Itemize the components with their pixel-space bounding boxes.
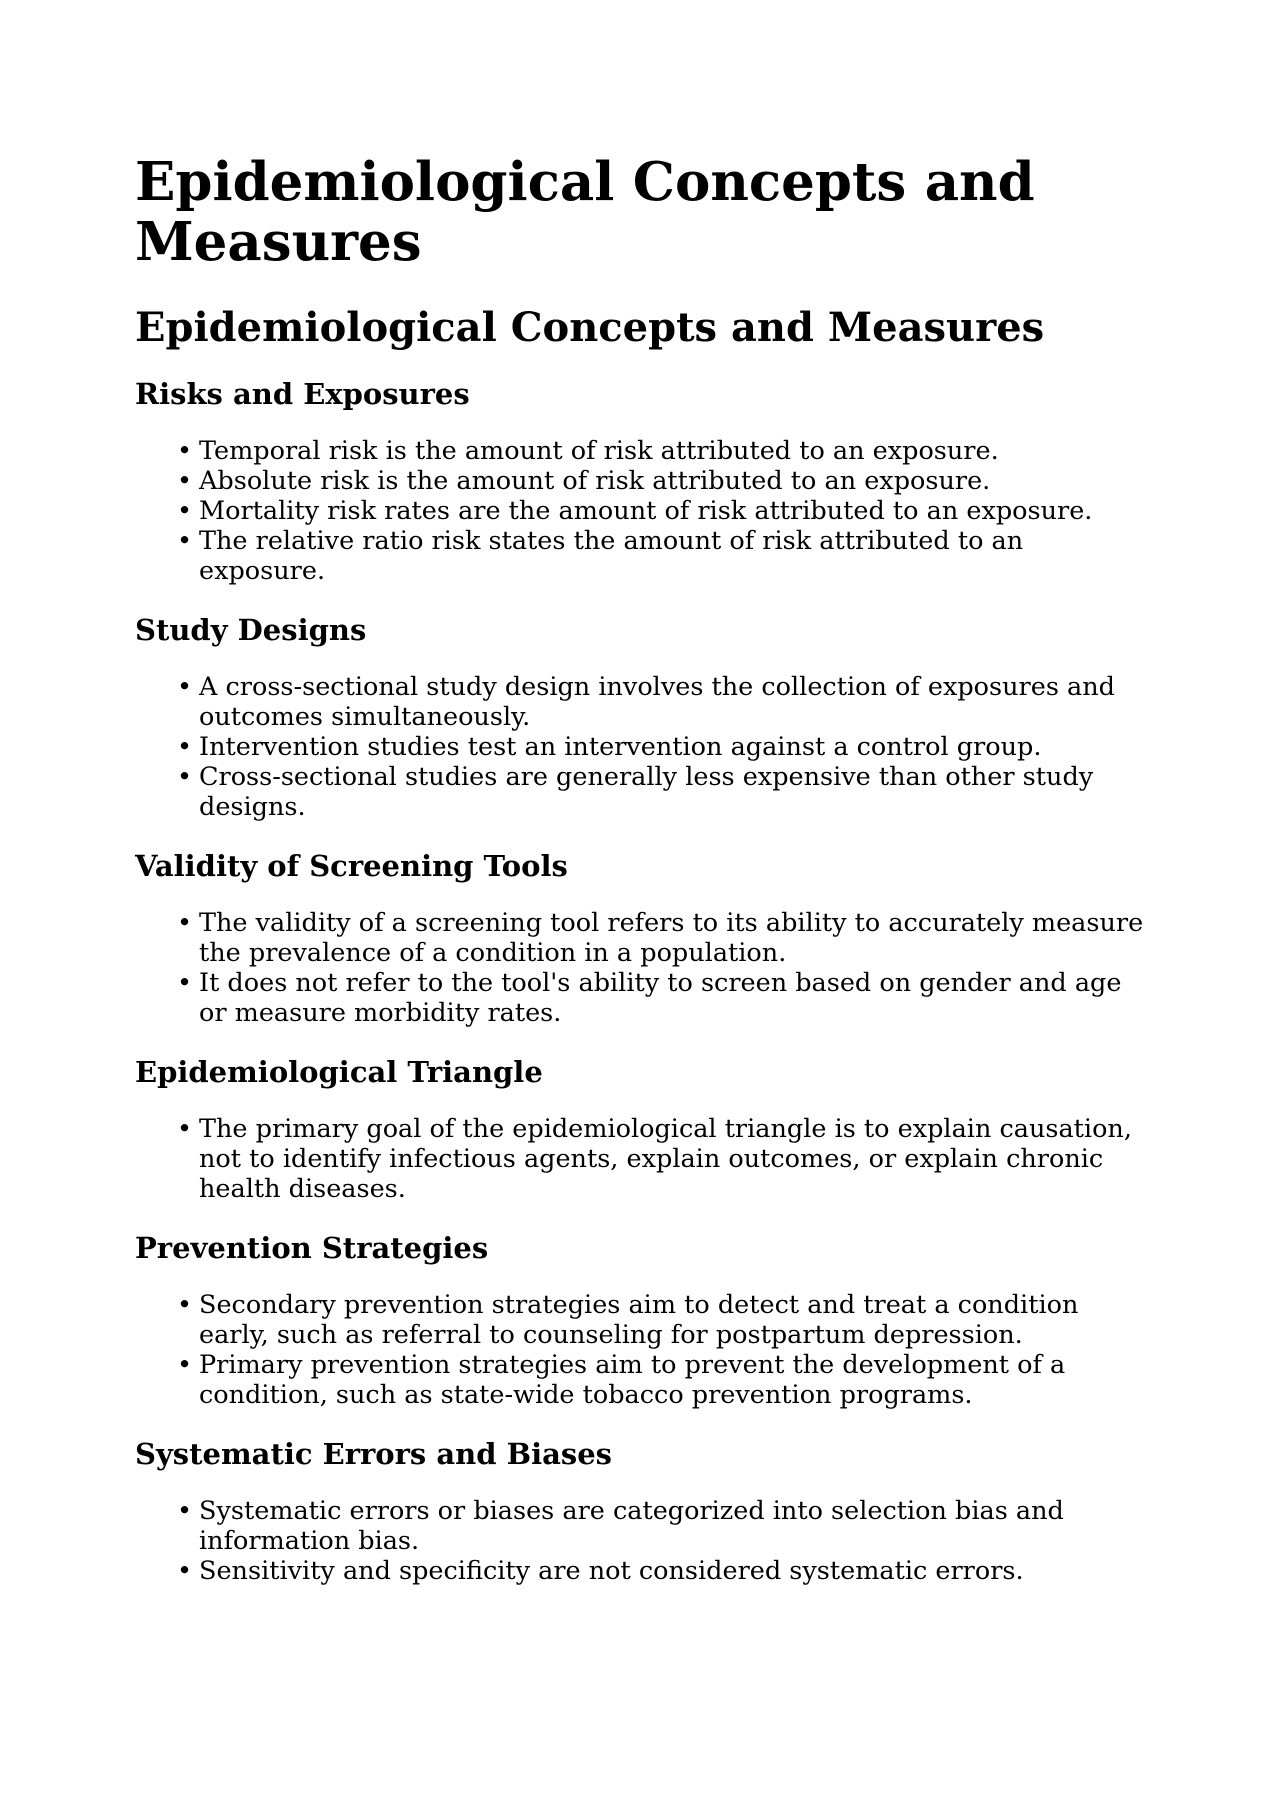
section-prevention-strategies bbox=[135, 1230, 1145, 1410]
list-item: • Cross-sectional studies are generally less expensive than other study designs. bbox=[199, 762, 1145, 822]
list-item: • Temporal risk is the amount of risk attributed to an exposure. bbox=[199, 436, 1145, 466]
list-item: • Sensitivity and specificity are not considered systematic errors. bbox=[199, 1556, 1145, 1586]
section-study-designs bbox=[135, 612, 1145, 822]
list-item: • Absolute risk is the amount of risk attributed to an exposure. bbox=[199, 466, 1145, 496]
list-item: • A cross-sectional study design involves the collection of exposures and outcomes simultaneously. bbox=[199, 672, 1145, 732]
document-title: Epidemiological Concepts and Measures bbox=[135, 151, 1035, 273]
section-heading: Validity of Screening Tools bbox=[135, 849, 568, 883]
bullet-list bbox=[135, 1496, 1145, 1586]
bullet-list bbox=[135, 672, 1145, 822]
bullet-list bbox=[135, 436, 1145, 586]
list-item: • Secondary prevention strategies aim to detect and treat a condition early, such as referral to counseling for postpartum depression. bbox=[199, 1290, 1145, 1350]
bullet-list bbox=[135, 1290, 1145, 1410]
list-item: • Primary prevention strategies aim to prevent the development of a condition, such as state-wide tobacco prevention programs. bbox=[199, 1350, 1145, 1410]
bullet-list bbox=[135, 1114, 1145, 1204]
bullet-list bbox=[135, 908, 1145, 1028]
list-item: • The primary goal of the epidemiological triangle is to explain causation, not to identify infectious agents, explain outcomes, or explain chronic health diseases. bbox=[199, 1114, 1145, 1204]
list-item: • The relative ratio risk states the amount of risk attributed to an exposure. bbox=[199, 526, 1145, 586]
list-item: • Mortality risk rates are the amount of risk attributed to an exposure. bbox=[199, 496, 1145, 526]
list-item: • It does not refer to the tool's ability to screen based on gender and age or measure morbidity rates. bbox=[199, 968, 1145, 1028]
section-heading: Epidemiological Triangle bbox=[135, 1055, 543, 1089]
section-validity-of-screening-tools bbox=[135, 848, 1145, 1028]
list-item: • The validity of a screening tool refers to its ability to accurately measure the prevalence of a condition in a population. bbox=[199, 908, 1145, 968]
section-heading: Systematic Errors and Biases bbox=[135, 1437, 612, 1471]
section-heading: Prevention Strategies bbox=[135, 1231, 489, 1265]
section-epidemiological-triangle bbox=[135, 1054, 1145, 1204]
document-subtitle: Epidemiological Concepts and Measures bbox=[135, 304, 1045, 351]
list-item: • Intervention studies test an intervention against a control group. bbox=[199, 732, 1145, 762]
section-heading: Risks and Exposures bbox=[135, 377, 470, 411]
section-systematic-errors-and-biases bbox=[135, 1436, 1145, 1586]
list-item: • Systematic errors or biases are categorized into selection bias and information bias. bbox=[199, 1496, 1145, 1556]
section-heading: Study Designs bbox=[135, 613, 367, 647]
section-risks-and-exposures bbox=[135, 376, 1145, 586]
